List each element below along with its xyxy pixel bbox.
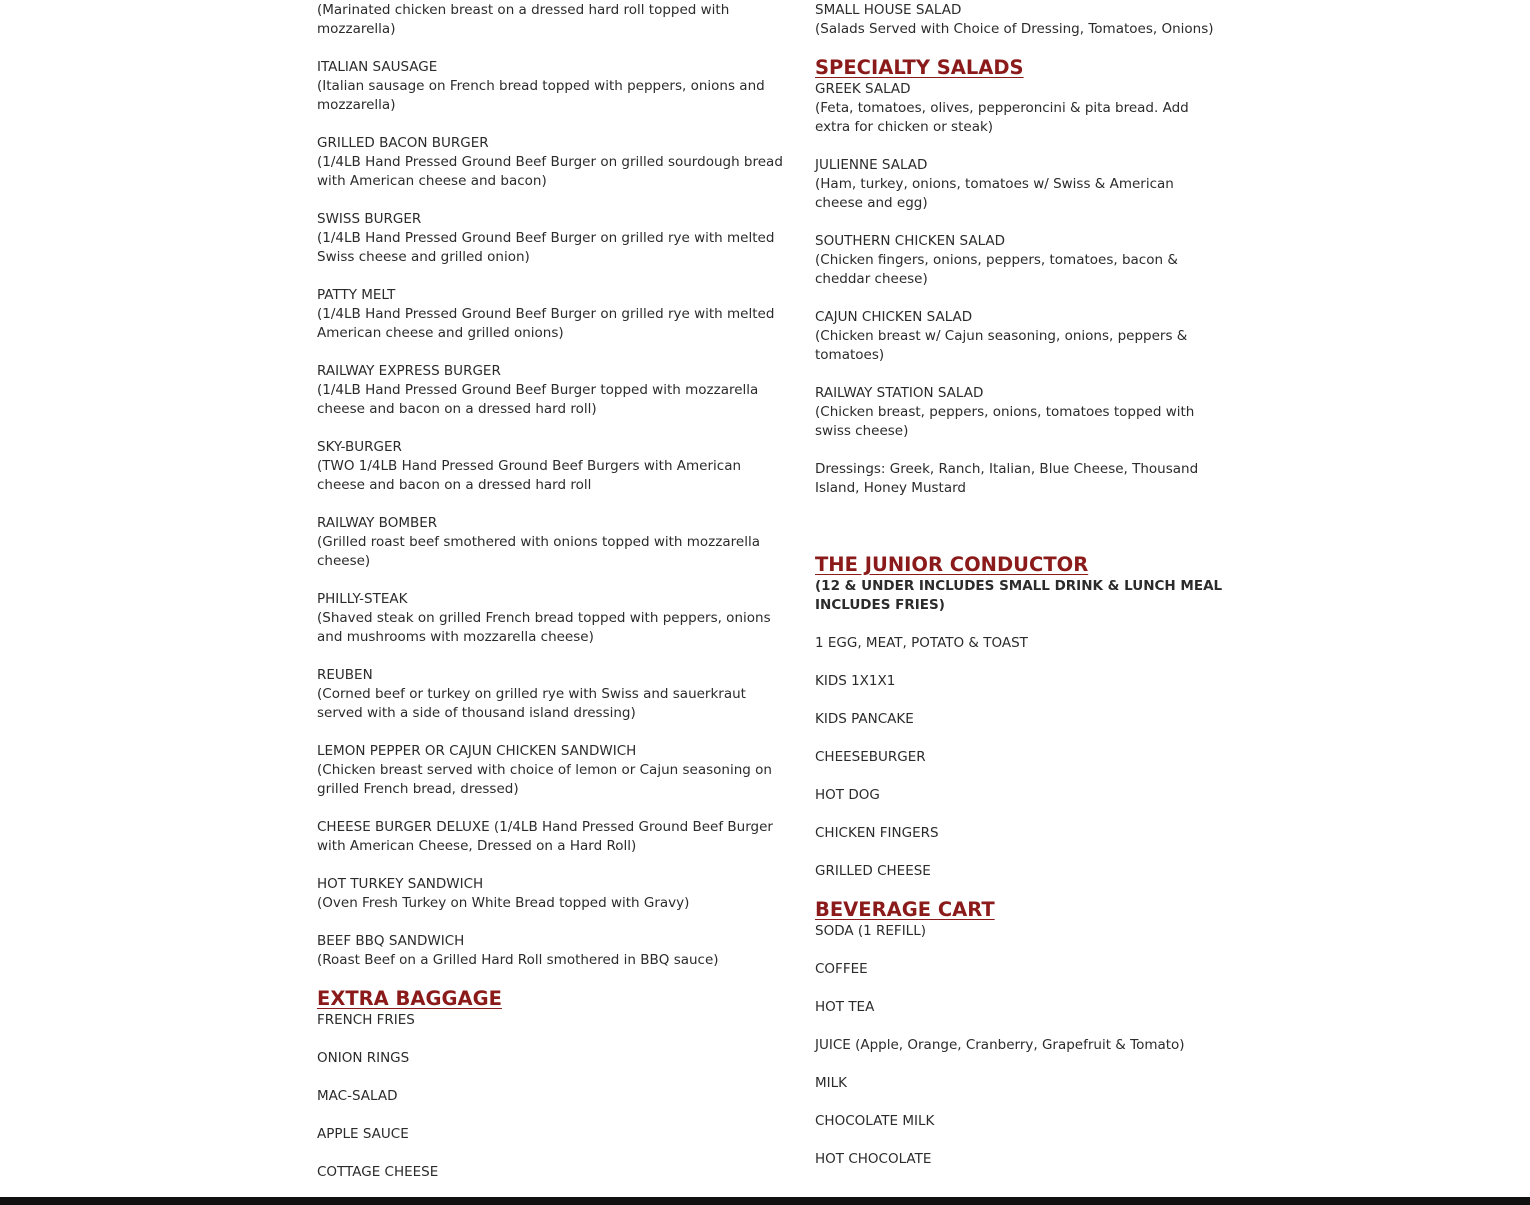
- section-heading-junior-conductor: THE JUNIOR CONDUCTOR: [815, 553, 1089, 576]
- menu-item-name: GRILLED BACON BURGER: [317, 135, 489, 151]
- menu-item-description: CHEESE BURGER DELUXE (1/4LB Hand Pressed Ground Beef Burger with American Cheese, Dressed on a Hard Roll): [317, 819, 773, 854]
- list-item: SODA (1 REFILL): [815, 923, 926, 939]
- menu-item-name: ITALIAN SAUSAGE: [317, 59, 438, 75]
- list-item: KIDS 1X1X1: [815, 673, 896, 689]
- menu-item-name: GREEK SALAD: [815, 81, 911, 97]
- menu-item: [815, 80, 1225, 137]
- list-item: ONION RINGS: [317, 1050, 410, 1066]
- beverage-list: [815, 922, 1225, 1169]
- menu-item-name: PATTY MELT: [317, 287, 396, 303]
- menu-item: [317, 666, 785, 723]
- menu-item: [317, 875, 785, 913]
- menu-item-description: (Corned beef or turkey on grilled rye with Swiss and sauerkraut served with a side of thousand island dressing): [317, 686, 746, 721]
- menu-item: [317, 1, 785, 39]
- menu-item-description: (Chicken breast served with choice of lemon or Cajun seasoning on grilled French bread, dressed): [317, 762, 772, 797]
- menu-item: [317, 134, 785, 191]
- menu-item-description: (TWO 1/4LB Hand Pressed Ground Beef Burgers with American cheese and bacon on a dressed hard roll: [317, 458, 742, 493]
- menu-item-name: CAJUN CHICKEN SALAD: [815, 309, 973, 325]
- menu-item-description: (Shaved steak on grilled French bread topped with peppers, onions and mushrooms with mozzarella cheese): [317, 610, 771, 645]
- menu-item-description: (Chicken breast w/ Cajun seasoning, onions, peppers & tomatoes): [815, 328, 1188, 363]
- page-bottom-bar: [0, 1197, 1530, 1205]
- list-item: GRILLED CHEESE: [815, 863, 931, 879]
- menu-item-name: SMALL HOUSE SALAD: [815, 2, 962, 18]
- menu-item: [815, 1, 1225, 39]
- menu-item: [815, 308, 1225, 365]
- menu-item: [815, 232, 1225, 289]
- junior-conductor-list: [815, 634, 1225, 881]
- menu-item: [815, 384, 1225, 441]
- list-item: COFFEE: [815, 961, 868, 977]
- menu-item: [317, 286, 785, 343]
- menu-right-column: [815, 1, 1225, 1169]
- dressings-note: Dressings: Greek, Ranch, Italian, Blue Cheese, Thousand Island, Honey Mustard: [815, 461, 1199, 496]
- menu-item: [317, 590, 785, 647]
- menu-item-description: (Grilled roast beef smothered with onions topped with mozzarella cheese): [317, 534, 760, 569]
- menu-item-description: (Marinated chicken breast on a dressed hard roll topped with mozzarella): [317, 2, 730, 37]
- junior-conductor-note: (12 & UNDER INCLUDES SMALL DRINK & LUNCH MEAL INCLUDES FRIES): [815, 578, 1223, 613]
- menu-item-name: SOUTHERN CHICKEN SALAD: [815, 233, 1006, 249]
- menu-item-description: (Ham, turkey, onions, tomatoes w/ Swiss & American cheese and egg): [815, 176, 1174, 211]
- menu-item: [317, 742, 785, 799]
- menu-item-description: (Oven Fresh Turkey on White Bread topped with Gravy): [317, 895, 690, 911]
- list-item: 1 EGG, MEAT, POTATO & TOAST: [815, 635, 1028, 651]
- menu-item-name: RAILWAY BOMBER: [317, 515, 438, 531]
- list-item: JUICE (Apple, Orange, Cranberry, Grapefruit & Tomato): [815, 1037, 1185, 1053]
- menu-item: [317, 210, 785, 267]
- list-item: CHOCOLATE MILK: [815, 1113, 935, 1129]
- list-item: COTTAGE CHEESE: [317, 1164, 439, 1180]
- menu-item: [317, 58, 785, 115]
- list-item: KIDS PANCAKE: [815, 711, 914, 727]
- menu-item-description: (Italian sausage on French bread topped with peppers, onions and mozzarella): [317, 78, 765, 113]
- menu-item-name: RAILWAY EXPRESS BURGER: [317, 363, 501, 379]
- list-item: MILK: [815, 1075, 848, 1091]
- menu-item-description: (Roast Beef on a Grilled Hard Roll smothered in BBQ sauce): [317, 952, 719, 968]
- list-item: FRENCH FRIES: [317, 1012, 415, 1028]
- menu-item-description: (Feta, tomatoes, olives, pepperoncini & pita bread. Add extra for chicken or steak): [815, 100, 1189, 135]
- menu-item-description: (1/4LB Hand Pressed Ground Beef Burger topped with mozzarella cheese and bacon on a dressed hard roll): [317, 382, 759, 417]
- menu-item-name: RAILWAY STATION SALAD: [815, 385, 984, 401]
- menu-item-description: (Chicken breast, peppers, onions, tomatoes topped with swiss cheese): [815, 404, 1195, 439]
- menu-item-name: HOT TURKEY SANDWICH: [317, 876, 484, 892]
- list-item: HOT CHOCOLATE: [815, 1151, 932, 1167]
- menu-item-description: (Salads Served with Choice of Dressing, Tomatoes, Onions): [815, 21, 1214, 37]
- menu-item: [317, 362, 785, 419]
- extra-baggage-list: [317, 1011, 785, 1182]
- list-item: HOT TEA: [815, 999, 875, 1015]
- menu-item: [317, 438, 785, 495]
- menu-left-column: [317, 1, 785, 1182]
- menu-item: [815, 156, 1225, 213]
- menu-item-name: JULIENNE SALAD: [815, 157, 928, 173]
- menu-item-name: SKY-BURGER: [317, 439, 402, 455]
- list-item: HOT DOG: [815, 787, 880, 803]
- menu-item-name: LEMON PEPPER OR CAJUN CHICKEN SANDWICH: [317, 743, 637, 759]
- menu-item-name: REUBEN: [317, 667, 373, 683]
- section-heading-extra-baggage: EXTRA BAGGAGE: [317, 987, 502, 1010]
- list-item: CHEESEBURGER: [815, 749, 926, 765]
- menu-item-name: BEEF BBQ SANDWICH: [317, 933, 465, 949]
- section-heading-beverage-cart: BEVERAGE CART: [815, 898, 995, 921]
- menu-item: [317, 514, 785, 571]
- menu-item-description: (1/4LB Hand Pressed Ground Beef Burger on grilled rye with melted Swiss cheese and grilled onion): [317, 230, 775, 265]
- menu-item-description: (1/4LB Hand Pressed Ground Beef Burger on grilled rye with melted American cheese and grilled onions): [317, 306, 775, 341]
- list-item: MAC-SALAD: [317, 1088, 398, 1104]
- section-heading-specialty-salads: SPECIALTY SALADS: [815, 56, 1024, 79]
- list-item: APPLE SAUCE: [317, 1126, 409, 1142]
- menu-item-description: (1/4LB Hand Pressed Ground Beef Burger on grilled sourdough bread with American cheese and bacon): [317, 154, 783, 189]
- menu-item-name: SWISS BURGER: [317, 211, 422, 227]
- menu-item-description: (Chicken fingers, onions, peppers, tomatoes, bacon & cheddar cheese): [815, 252, 1178, 287]
- menu-item-name: PHILLY-STEAK: [317, 591, 408, 607]
- menu-item: [317, 818, 785, 856]
- list-item: CHICKEN FINGERS: [815, 825, 939, 841]
- menu-item: [317, 932, 785, 970]
